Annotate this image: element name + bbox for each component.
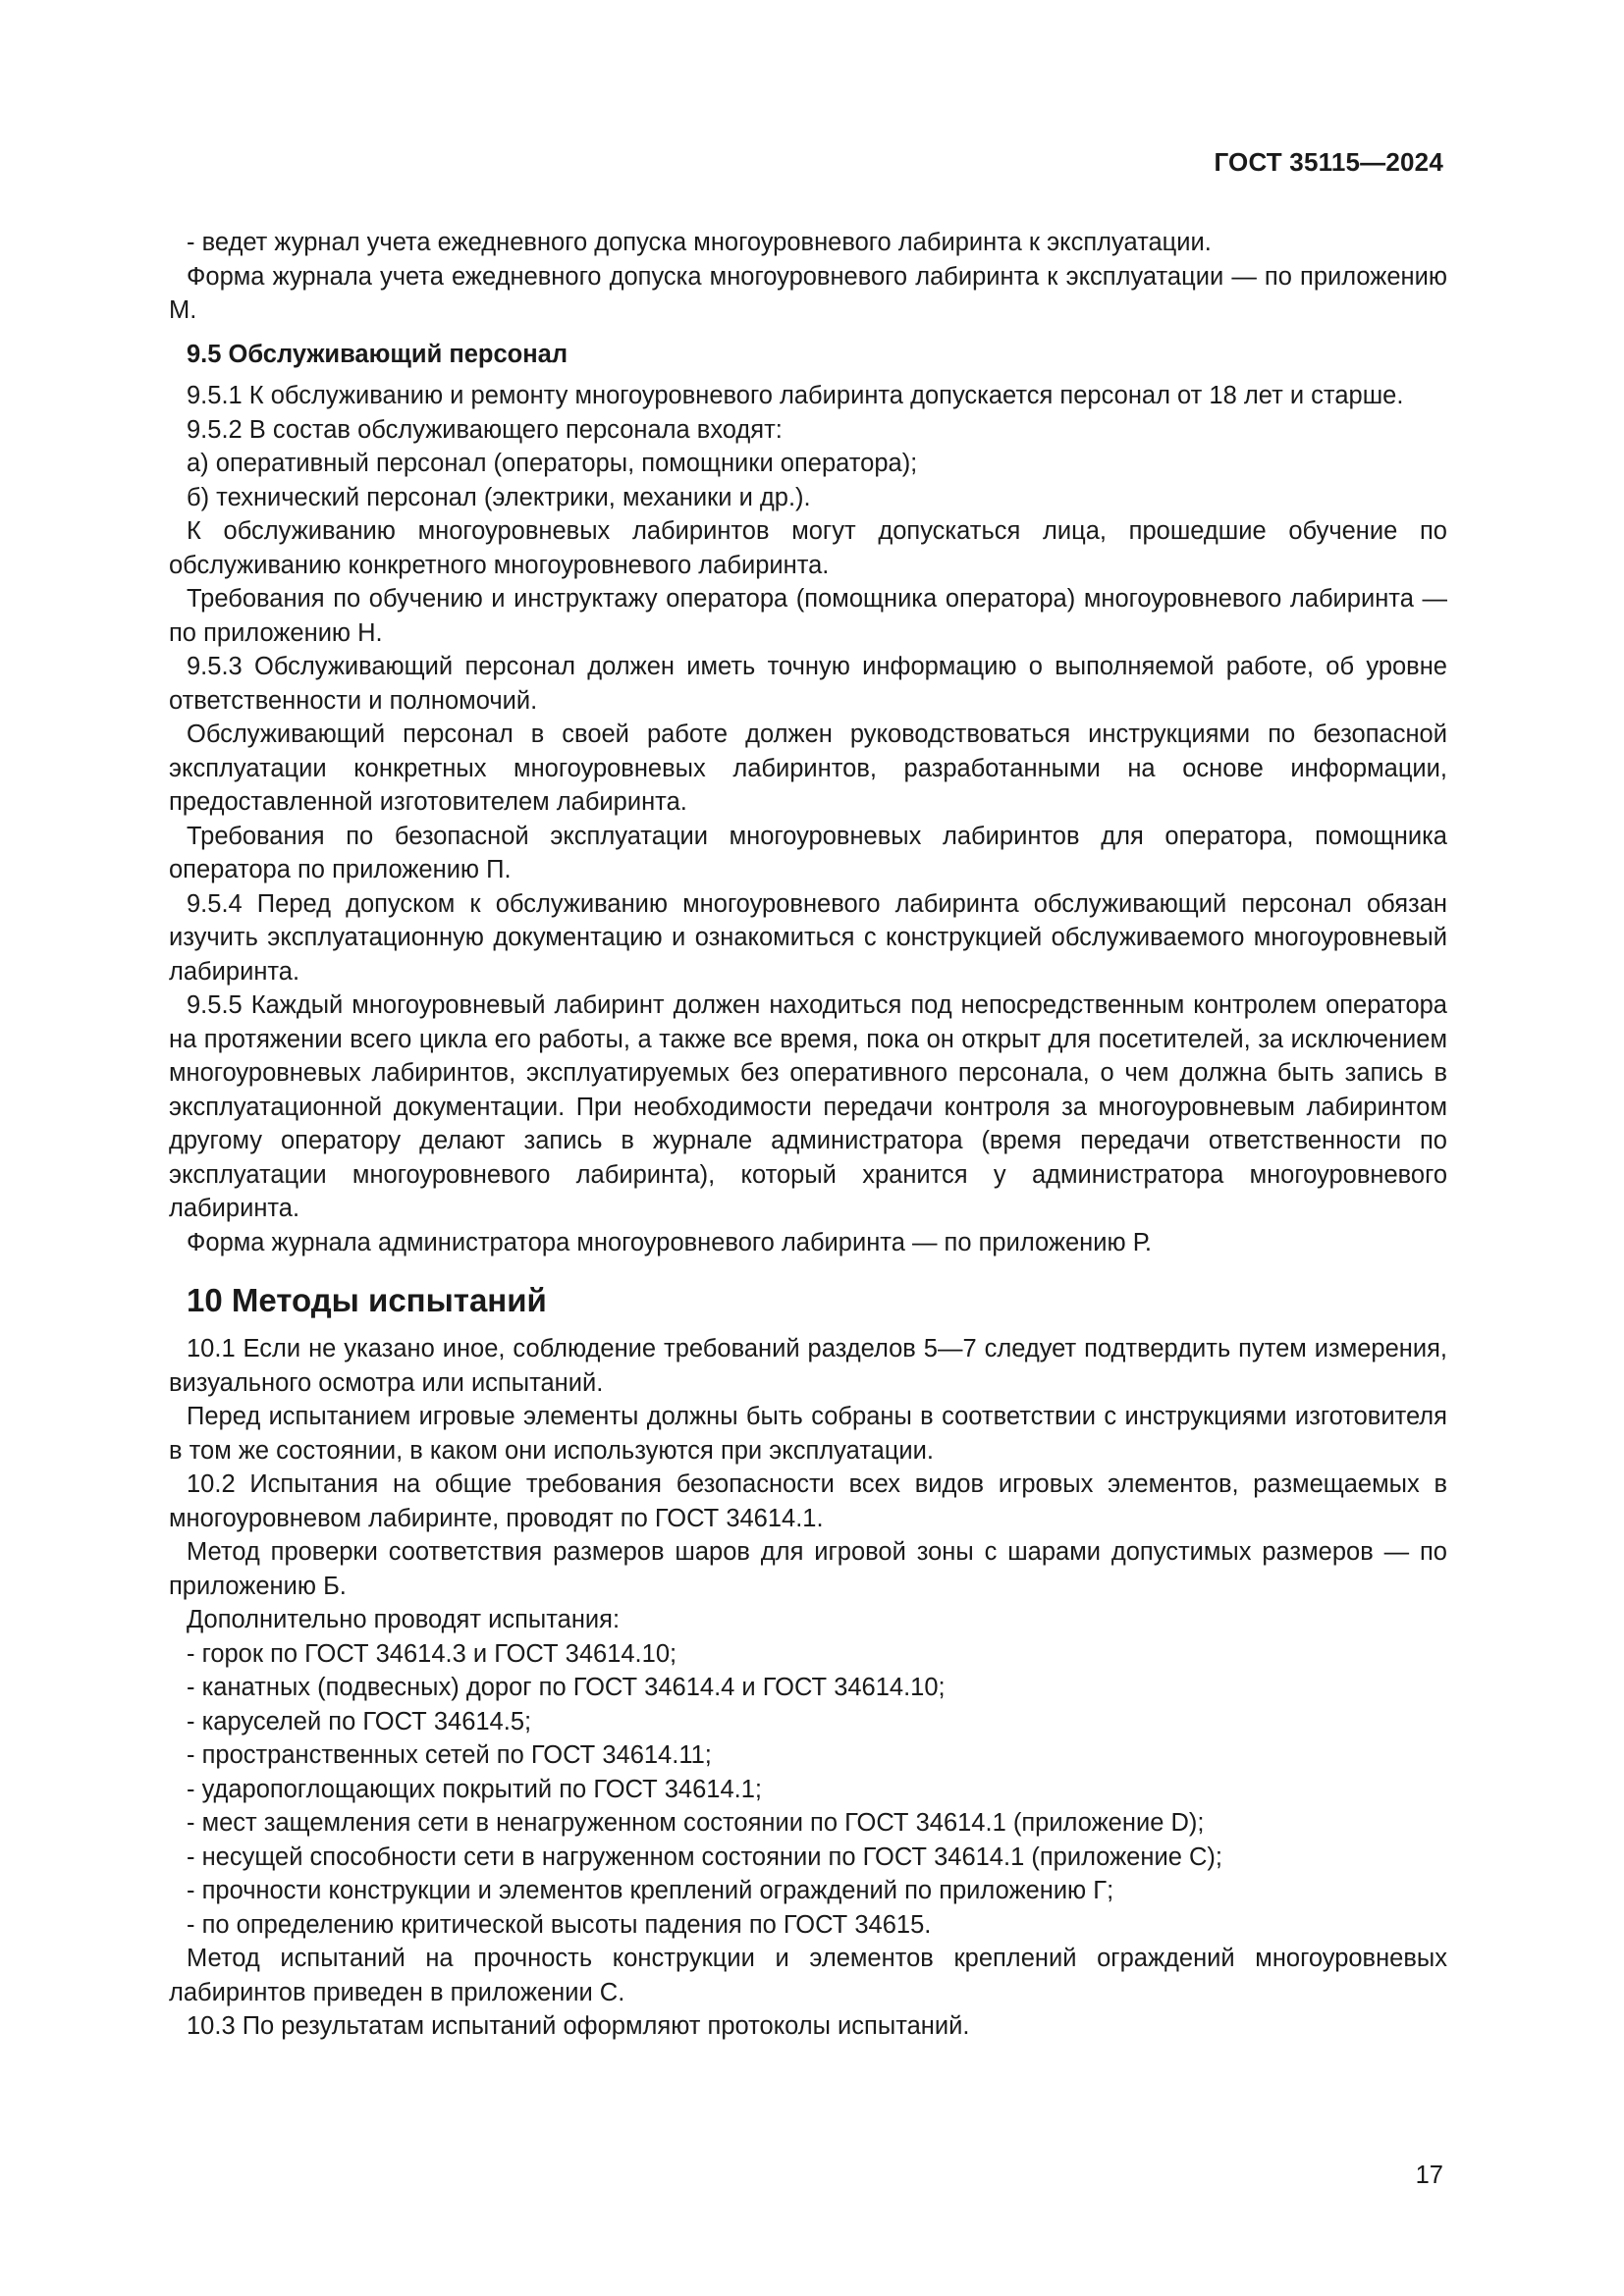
paragraph: Требования по обучению и инструктажу оператора (помощника оператора) многоуровневого лабиринта — по приложению Н. [169, 585, 1447, 647]
paragraph: 10.3 По результатам испытаний оформляют протоколы испытаний. [187, 2012, 970, 2040]
list-item: - канатных (подвесных) дорог по ГОСТ 34614.4 и ГОСТ 34614.10; [187, 1674, 946, 1701]
section-9-5-title: 9.5 Обслуживающий персонал [187, 340, 568, 368]
paragraph: - ведет журнал учета ежедневного допуска многоуровневого лабиринта к эксплуатации. [187, 229, 1212, 256]
paragraph: 9.5.3 Обслуживающий персонал должен иметь точную информацию о выполняемой работе, об уровне ответственности и полномочий. [169, 653, 1447, 715]
list-item: - ударопоглощающих покрытий по ГОСТ 34614.1; [187, 1775, 763, 1803]
paragraph: 9.5.5 Каждый многоуровневый лабиринт должен находиться под непосредственным контролем оператора на протяжении всего цикла его работы, а также все время, пока он открыт для посетителей, за исключением многоуровневых лабиринтов, эксплуатируемых без оперативного персонала, о чем должна быть запись в эксплуатационной документации. При необходимости передачи контроля за многоуровневым лабиринтом другому оператору делают запись в журнале администратора (время передачи ответственности по эксплуатации многоуровневого лабиринта), который хранится у администратора многоуровневого лабиринта. [169, 991, 1447, 1222]
list-item: - прочности конструкции и элементов креплений ограждений по приложению Г; [187, 1877, 1114, 1904]
list-item: - пространственных сетей по ГОСТ 34614.11; [187, 1741, 712, 1769]
section-10-title: 10 Методы испытаний [187, 1282, 547, 1318]
paragraph: К обслуживанию многоуровневых лабиринтов могут допускаться лица, прошедшие обучение по обслуживанию конкретного многоуровневого лабиринта. [169, 517, 1447, 579]
list-item: - по определению критической высоты падения по ГОСТ 34615. [187, 1910, 932, 1939]
paragraph: 9.5.4 Перед допуском к обслуживанию многоуровневого лабиринта обслуживающий персонал обязан изучить эксплуатационную документацию и ознакомиться с конструкцией обслуживаемого многоуровневый лабиринта. [169, 889, 1447, 986]
paragraph: 9.5.1 К обслуживанию и ремонту многоуровневого лабиринта допускается персонал от 18 лет и старше. [187, 382, 1404, 409]
paragraph: Перед испытанием игровые элементы должны быть собраны в соответствии с инструкциями изготовителя в том же состоянии, в каком они используются при эксплуатации. [169, 1403, 1447, 1465]
paragraph: Метод проверки соответствия размеров шаров для игровой зоны с шарами допустимых размеров — по приложению Б. [169, 1538, 1447, 1600]
document-body [169, 226, 1447, 2044]
paragraph: Форма журнала учета ежедневного допуска многоуровневого лабиринта к эксплуатации — по приложению М. [169, 262, 1447, 324]
paragraph: Обслуживающий персонал в своей работе должен руководствоваться инструкциями по безопасной эксплуатации конкретных многоуровневых лабиринтов, разработанными на основе информации, предоставленной изготовителем лабиринта. [169, 721, 1447, 816]
page-number: 17 [1415, 2162, 1443, 2189]
paragraph: 10.2 Испытания на общие требования безопасности всех видов игровых элементов, размещаемых в многоуровневом лабиринте, проводят по ГОСТ 34614.1. [169, 1470, 1447, 1532]
document-header: ГОСТ 35115—2024 [1214, 147, 1443, 177]
paragraph: Требования по безопасной эксплуатации многоуровневых лабиринтов для оператора, помощника оператора по приложению П. [169, 822, 1447, 883]
paragraph: 10.1 Если не указано иное, соблюдение требований разделов 5—7 следует подтвердить путем измерения, визуального осмотра или испытаний. [169, 1335, 1447, 1397]
paragraph: Форма журнала администратора многоуровневого лабиринта — по приложению Р. [187, 1228, 1152, 1256]
list-item: - каруселей по ГОСТ 34614.5; [187, 1707, 532, 1735]
paragraph: Дополнительно проводят испытания: [187, 1606, 621, 1633]
list-item: - горок по ГОСТ 34614.3 и ГОСТ 34614.10; [187, 1639, 677, 1668]
list-item: - мест защемления сети в ненагруженном состоянии по ГОСТ 34614.1 (приложение D); [187, 1809, 1205, 1837]
list-item: - несущей способности сети в нагруженном состоянии по ГОСТ 34614.1 (приложение С); [187, 1842, 1222, 1871]
paragraph: Метод испытаний на прочность конструкции и элементов креплений ограждений многоуровневых лабиринтов приведен в приложении С. [169, 1945, 1447, 2006]
list-item: б) технический персонал (электрики, механики и др.). [187, 483, 811, 511]
paragraph: 9.5.2 В состав обслуживающего персонала входят: [187, 415, 783, 444]
list-item: а) оперативный персонал (операторы, помощники оператора); [187, 450, 918, 477]
